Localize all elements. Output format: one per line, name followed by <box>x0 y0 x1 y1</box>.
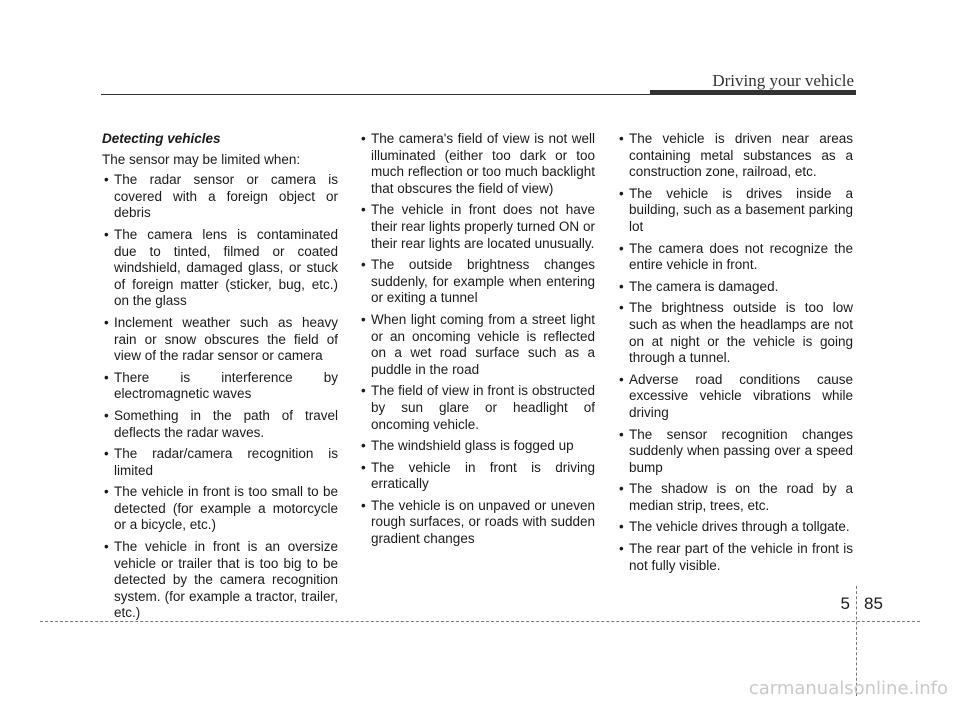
header-rule-thick <box>650 90 856 95</box>
list-item: • The brightness outside is too low such as when the headlamps are not on at night or the vehicle is going through a tunnel. <box>617 300 853 366</box>
page-number: 85 <box>864 594 883 613</box>
list-item: • The vehicle is on unpaved or uneven rough surfaces, or roads with sudden gradient changes <box>359 498 595 548</box>
list-item: • The vehicle in front does not have their rear lights properly turned ON or their rear lights are located unusually. <box>359 202 595 252</box>
list-item: • The vehicle is drives inside a building, such as a basement parking lot <box>617 186 853 236</box>
list-item: • The vehicle in front is an oversize vehicle or trailer that is too big to be detected by the camera recognition system. (for example a tractor, trailer, etc.) <box>102 539 338 622</box>
footer-rule <box>40 621 920 622</box>
list-item: • The sensor recognition changes suddenly when passing over a speed bump <box>617 427 853 477</box>
list-item: • The rear part of the vehicle in front is not fully visible. <box>617 541 853 574</box>
chapter-number: 5 <box>840 594 850 613</box>
list-item: • When light coming from a street light or an oncoming vehicle is reflected on a wet road surface such as a puddle in the road <box>359 312 595 378</box>
list-item: • There is interference by electromagnetic waves <box>102 370 338 403</box>
list-item: • The vehicle in front is driving erratically <box>359 460 595 493</box>
list-item: • The camera's field of view is not well illuminated (either too dark or too much reflection or too much backlight that obscures the field of view) <box>359 131 595 197</box>
column-2 <box>359 131 595 553</box>
bullet-list-col3 <box>617 131 853 574</box>
list-item: • The camera lens is contaminated due to tinted, filmed or coated windshield, damaged glass, or stuck of foreign matter (sticker, bug, etc.) on the glass <box>102 227 338 310</box>
bullet-list-col1 <box>102 172 338 622</box>
list-item: • The windshield glass is fogged up <box>359 438 595 455</box>
list-item: • The field of view in front is obstructed by sun glare or headlight of oncoming vehicle. <box>359 383 595 433</box>
list-item: • The outside brightness changes suddenly, for example when entering or exiting a tunnel <box>359 257 595 307</box>
list-item: • The shadow is on the road by a median strip, trees, etc. <box>617 481 853 514</box>
list-item: • The camera is damaged. <box>617 279 853 296</box>
column-3 <box>617 131 853 579</box>
list-item: • The vehicle in front is too small to be detected (for example a motorcycle or a bicycle, etc.) <box>102 484 338 534</box>
list-item: • The vehicle drives through a tollgate. <box>617 519 853 536</box>
watermark-text: carmanualsonline.info <box>748 678 948 699</box>
column-1 <box>102 131 338 627</box>
list-item: • Inclement weather such as heavy rain or snow obscures the field of view of the radar sensor or camera <box>102 315 338 365</box>
list-item: • Adverse road conditions cause excessive vehicle vibrations while driving <box>617 372 853 422</box>
list-item: • Something in the path of travel deflects the radar waves. <box>102 408 338 441</box>
list-item: • The radar sensor or camera is covered with a foreign object or debris <box>102 172 338 222</box>
list-item: • The camera does not recognize the entire vehicle in front. <box>617 241 853 274</box>
section-title: Driving your vehicle <box>712 71 854 90</box>
intro-text: The sensor may be limited when: <box>102 151 301 167</box>
bullet-list-col2 <box>359 131 595 548</box>
list-item: • The radar/camera recognition is limited <box>102 446 338 479</box>
subsection-heading: Detecting vehicles <box>102 131 221 146</box>
list-item: • The vehicle is driven near areas containing metal substances as a construction zone, railroad, etc. <box>617 131 853 181</box>
